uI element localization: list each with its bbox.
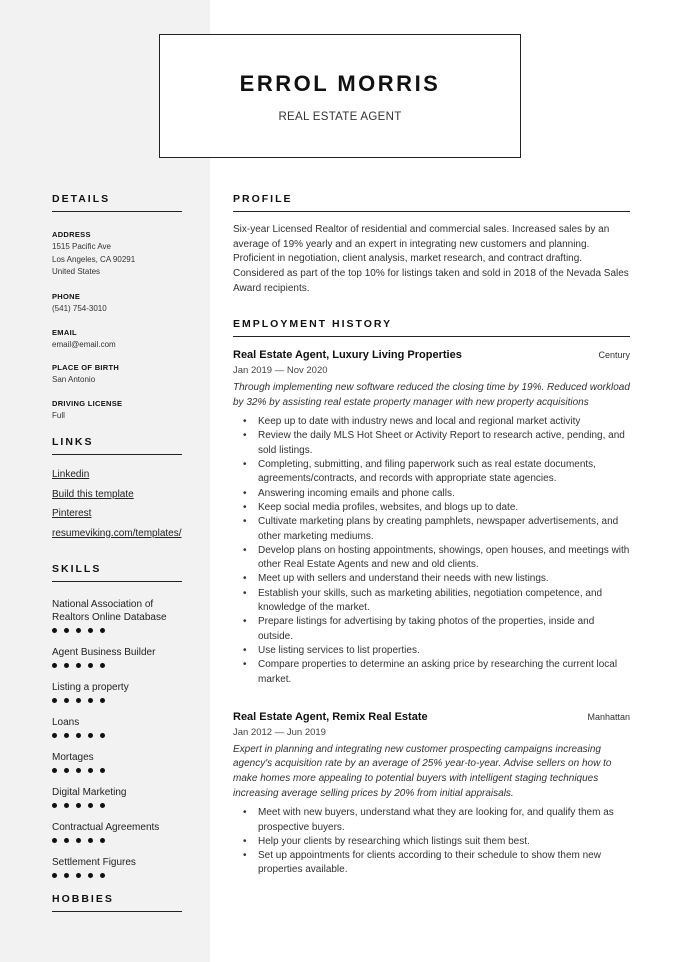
skill-level-dot bbox=[88, 873, 93, 878]
skill-item bbox=[52, 599, 182, 634]
link-build-template[interactable]: Build this template bbox=[52, 488, 134, 500]
email-label: EMAIL bbox=[52, 328, 77, 337]
skill-level-dot bbox=[52, 838, 57, 843]
skill-level-dot bbox=[76, 698, 81, 703]
skill-level-dots bbox=[52, 838, 182, 844]
skill-level-dot bbox=[88, 803, 93, 808]
job-bullet: • Establish your skills, such as marketing abilities, negotiation competence, and knowledge of the market. bbox=[233, 587, 630, 616]
skill-level-dot bbox=[64, 733, 69, 738]
skill-level-dots bbox=[52, 628, 182, 634]
job-header bbox=[233, 349, 630, 361]
address-line: 1515 Pacific Ave bbox=[52, 242, 112, 251]
skill-level-dot bbox=[100, 803, 105, 808]
skill-level-dot bbox=[88, 768, 93, 773]
license-block bbox=[52, 399, 182, 423]
phone-label: PHONE bbox=[52, 291, 81, 301]
skill-level-dot bbox=[100, 873, 105, 878]
skill-item bbox=[52, 647, 182, 670]
skill-level-dots bbox=[52, 698, 182, 704]
skill-item bbox=[52, 682, 182, 705]
skill-name: Loans bbox=[52, 716, 80, 728]
job-bullet: • Prepare listings for advertising by taking photos of the properties, inside and outside. bbox=[233, 615, 630, 644]
link-resumeviking[interactable]: resumeviking.com/templates/ bbox=[52, 527, 182, 539]
skill-level-dots bbox=[52, 663, 182, 669]
skill-level-dot bbox=[52, 698, 57, 703]
skill-level-dot bbox=[88, 838, 93, 843]
hobbies-section bbox=[52, 893, 182, 912]
job-bullet: • Meet with new buyers, understand what they are looking for, and qualify them as prospective buyers. bbox=[233, 806, 630, 835]
job-bullet: • Keep up to date with industry news and local and regional market activity bbox=[233, 415, 630, 429]
job-bullet: • Cultivate marketing plans by creating pamphlets, newspaper advertisements, and other marketing mediums. bbox=[233, 515, 630, 544]
job-bullet: • Answering incoming emails and phone calls. bbox=[233, 487, 630, 501]
job-bullet: • Review the daily MLS Hot Sheet or Activity Report to research active, pending, and sold listings. bbox=[233, 429, 630, 458]
skills-section bbox=[52, 563, 182, 892]
profile-heading: PROFILE bbox=[233, 193, 630, 212]
email-value: email@email.com bbox=[52, 340, 116, 349]
job-bullets bbox=[233, 415, 630, 687]
skill-level-dot bbox=[52, 873, 57, 878]
skill-level-dot bbox=[76, 873, 81, 878]
links-section bbox=[52, 436, 182, 547]
skill-level-dot bbox=[64, 663, 69, 668]
job-bullet: • Meet up with sellers and understand their needs with new listings. bbox=[233, 572, 630, 586]
address-line: Los Angeles, CA 90291 bbox=[52, 254, 136, 264]
skills-heading: SKILLS bbox=[52, 563, 182, 582]
skill-level-dot bbox=[64, 768, 69, 773]
skill-level-dot bbox=[76, 768, 81, 773]
phone-block bbox=[52, 292, 182, 316]
skill-level-dot bbox=[100, 663, 105, 668]
job-bullets bbox=[233, 806, 630, 877]
skill-level-dot bbox=[52, 733, 57, 738]
details-heading: DETAILS bbox=[52, 193, 182, 212]
skill-level-dot bbox=[64, 803, 69, 808]
job-location: Century bbox=[598, 350, 630, 360]
skill-level-dot bbox=[52, 628, 57, 633]
skill-level-dot bbox=[76, 663, 81, 668]
skills-list bbox=[52, 599, 182, 879]
job-summary: Expert in planning and integrating new customer prospecting campaigns increasing agency's acquisition rate by an average of 25% year-to-year. Advise sellers on how to make homes more appealing to potential buyers with intelligent staging techniques increasing average selling prices by 20% from initial appraisals. bbox=[233, 743, 612, 799]
skill-level-dot bbox=[52, 803, 57, 808]
skill-level-dots bbox=[52, 768, 182, 774]
skill-level-dot bbox=[100, 698, 105, 703]
job-bullet: • Use listing services to list properties. bbox=[233, 644, 630, 658]
skill-name: Agent Business Builder bbox=[52, 646, 156, 658]
hobbies-heading: HOBBIES bbox=[52, 893, 182, 912]
license-label: DRIVING LICENSE bbox=[52, 399, 123, 408]
skill-level-dot bbox=[100, 768, 105, 773]
skill-level-dot bbox=[52, 768, 57, 773]
job-entry bbox=[233, 349, 630, 687]
skill-item bbox=[52, 752, 182, 775]
skill-name: Listing a property bbox=[52, 681, 129, 693]
skill-item bbox=[52, 717, 182, 740]
skill-level-dot bbox=[76, 628, 81, 633]
job-bullet: • Keep social media profiles, websites, and blogs up to date. bbox=[233, 501, 630, 515]
skill-level-dot bbox=[88, 663, 93, 668]
skill-level-dot bbox=[64, 838, 69, 843]
skill-level-dots bbox=[52, 873, 182, 879]
links-heading: LINKS bbox=[52, 436, 182, 455]
skill-item bbox=[52, 787, 182, 810]
skill-level-dot bbox=[52, 663, 57, 668]
skill-item bbox=[52, 857, 182, 880]
skill-level-dot bbox=[76, 838, 81, 843]
profile-section bbox=[233, 193, 630, 297]
profile-text: Six-year Licensed Realtor of residential and commercial sales. Increased sales by an average of 19% yearly and an expert in integrating new customers and planning. Proficient in negotiation, client analysis, market research, and contract drafting. Considered as part of the top 10% for listings taken and sold in 2018 of the Nevada Sales Award recipients. bbox=[233, 224, 629, 294]
job-role: Real Estate Agent, Luxury Living Properties bbox=[233, 349, 462, 361]
skill-name: Contractual Agreements bbox=[52, 821, 160, 833]
link-pinterest[interactable]: Pinterest bbox=[52, 508, 92, 519]
skill-level-dot bbox=[100, 733, 105, 738]
address-block bbox=[52, 230, 182, 279]
job-summary: Through implementing new software reduced the closing time by 19%. Reduced workload by 32% by assisting real estate property manager with new property acquisitions bbox=[233, 382, 630, 408]
employment-section bbox=[233, 318, 630, 878]
person-title: REAL ESTATE AGENT bbox=[278, 111, 402, 123]
skill-level-dot bbox=[64, 628, 69, 633]
skill-level-dots bbox=[52, 733, 182, 739]
skill-level-dot bbox=[88, 733, 93, 738]
address-label: ADDRESS bbox=[52, 230, 91, 239]
birth-value: San Antonio bbox=[52, 374, 96, 384]
job-entry bbox=[233, 711, 630, 878]
skill-level-dot bbox=[64, 873, 69, 878]
jobs-list bbox=[233, 349, 630, 878]
job-bullet: • Compare properties to determine an asking price by researching the current local market. bbox=[233, 658, 630, 687]
skill-level-dots bbox=[52, 803, 182, 809]
phone-value: (541) 754-3010 bbox=[52, 303, 107, 313]
skill-level-dot bbox=[76, 803, 81, 808]
skill-item bbox=[52, 822, 182, 845]
skill-name: Digital Marketing bbox=[52, 786, 127, 798]
job-location: Manhattan bbox=[587, 711, 630, 722]
skill-level-dot bbox=[100, 838, 105, 843]
address-line: United States bbox=[52, 267, 101, 276]
skill-level-dot bbox=[100, 628, 105, 633]
job-header bbox=[233, 711, 630, 723]
job-bullet: • Help your clients by researching which listings suit them best. bbox=[233, 835, 630, 849]
email-block bbox=[52, 328, 182, 352]
job-role: Real Estate Agent, Remix Real Estate bbox=[233, 710, 428, 723]
job-bullet: • Set up appointments for clients according to their schedule to show them new properties available. bbox=[233, 849, 630, 878]
employment-heading: EMPLOYMENT HISTORY bbox=[233, 318, 630, 337]
skill-level-dot bbox=[88, 628, 93, 633]
name-header-box bbox=[159, 34, 521, 158]
job-bullet: • Completing, submitting, and filing paperwork such as real estate documents, agreements/contracts, and records with appropriate state agencies. bbox=[233, 458, 630, 487]
job-dates: Jan 2012 — Jun 2019 bbox=[233, 726, 326, 738]
job-dates: Jan 2019 — Nov 2020 bbox=[233, 365, 328, 376]
person-name: ERROL MORRIS bbox=[239, 71, 441, 96]
skill-name: Mortages bbox=[52, 751, 94, 763]
job-bullet: • Develop plans on hosting appointments, showings, open houses, and meetings with other Real Estate Agents and new and old clients. bbox=[233, 544, 630, 573]
skill-level-dot bbox=[64, 698, 69, 703]
skill-level-dot bbox=[88, 698, 93, 703]
skill-name: National Association of Realtors Online Database bbox=[52, 599, 167, 623]
birth-label: PLACE OF BIRTH bbox=[52, 362, 120, 372]
link-linkedin[interactable]: Linkedin bbox=[52, 469, 90, 480]
skill-level-dot bbox=[76, 733, 81, 738]
skill-name: Settlement Figures bbox=[52, 856, 136, 868]
birth-block bbox=[52, 363, 182, 387]
details-section bbox=[52, 193, 182, 423]
license-value: Full bbox=[52, 411, 65, 420]
